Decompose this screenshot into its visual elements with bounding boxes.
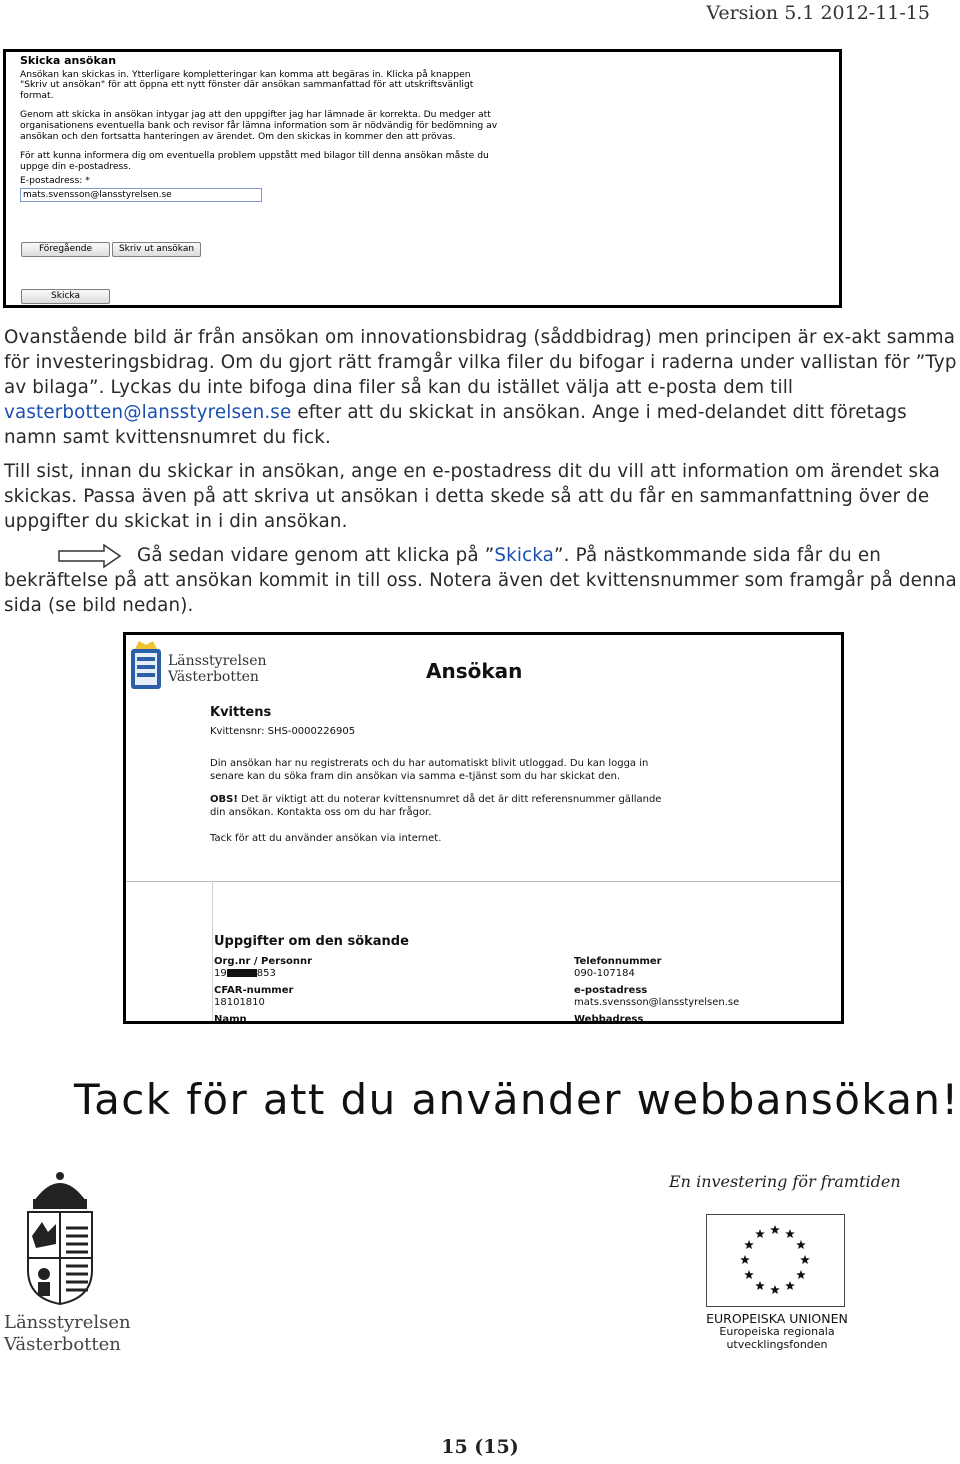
eu-star <box>770 1225 780 1234</box>
eu-flag <box>706 1214 845 1307</box>
paragraph-3-start: Gå sedan vidare genom att klicka på ” <box>137 545 495 566</box>
email-label-2: e-postadress <box>574 985 648 996</box>
eu-star <box>755 1281 765 1290</box>
county-name <box>4 1312 131 1356</box>
web-label: Webbadress <box>574 1014 644 1024</box>
obs-text <box>210 793 661 819</box>
obs-body: Det är viktigt att du noterar kvittensnumret då det är ditt referensnummer gällande din ansökan. Kontakta oss om du har frågor. <box>210 794 662 818</box>
eu-stars-icon <box>707 1215 844 1306</box>
eu-star <box>800 1255 810 1264</box>
paragraph-1-end: efter att du skickat in ansökan. Ange i med-delandet ditt företags namn samt kvittensnumret du fick. <box>4 402 907 448</box>
org-name <box>168 653 267 685</box>
applicant-section-bg <box>212 881 841 1021</box>
county-coat-of-arms-icon <box>22 1170 98 1306</box>
instructions <box>4 325 959 627</box>
receipt-title: Ansökan <box>426 659 523 683</box>
page-number: 15 (15) <box>441 1436 519 1458</box>
paragraph-2: Till sist, innan du skickar in ansökan, ange en e-postadress dit du vill att information om ärendet ska skickas. Passa även på att skriva ut ansökan i detta skede så att du får en sammanfattning över de uppgifter du skickat in i din ansökan. <box>4 461 940 532</box>
eu-star <box>785 1229 795 1238</box>
redaction <box>227 969 257 977</box>
eu-star <box>744 1270 754 1279</box>
registered-text: Din ansökan har nu registrerats och du har automatiskt blivit utloggad. Du kan logga in senare kan du söka fram din ansökan via samma e-tjänst som du har skickat den. <box>210 758 649 782</box>
email-value-2: mats.svensson@lansstyrelsen.se <box>574 997 740 1008</box>
cfar-value: 18101810 <box>214 997 265 1008</box>
email-field[interactable]: mats.svensson@lansstyrelsen.se <box>20 188 262 202</box>
obs-label: OBS! <box>210 794 238 805</box>
eu-slogan: En investering för framtiden <box>669 1172 901 1191</box>
eu-union-label: EUROPEISKA UNIONEN <box>706 1311 848 1326</box>
county-crest-icon <box>129 639 163 691</box>
screenshot-send-application <box>3 49 842 308</box>
paragraph-1 <box>4 325 959 450</box>
name-label: Namn <box>214 1014 247 1024</box>
eu-star <box>796 1240 806 1249</box>
receipt-heading: Kvittens <box>210 705 272 720</box>
paragraph-3 <box>4 543 959 618</box>
version-header: Version 5.1 2012-11-15 <box>706 2 930 24</box>
eu-fund-line2: utvecklingsfonden <box>726 1338 828 1351</box>
eu-star <box>796 1270 806 1279</box>
print-application-button[interactable]: Skriv ut ansökan <box>112 242 201 257</box>
eu-star <box>740 1255 750 1264</box>
orgnr-part-b: 853 <box>256 968 276 979</box>
eu-star <box>785 1281 795 1290</box>
cfar-label: CFAR-nummer <box>214 985 294 996</box>
consent-text: Genom att skicka in ansökan intygar jag att den uppgifter jag har lämnade är korrekta. Du medger att organisationens eventuella bank och revisor får lämna information som är nödvändig för bedömning av ansökan och den fortsatta hanteringen av ärendet. Om den skickas in kommer den att prövas. <box>20 109 498 142</box>
receipt-number: Kvittensnr: SHS-0000226905 <box>210 726 356 737</box>
send-link[interactable]: Skicka <box>494 545 555 566</box>
applicant-heading: Uppgifter om den sökande <box>214 934 409 949</box>
org-name-line2: Västerbotten <box>168 669 259 685</box>
eu-fund-text <box>702 1312 852 1351</box>
phone-value: 090-107184 <box>574 968 635 979</box>
thanks-text: Tack för att du använder ansökan via internet. <box>210 833 442 844</box>
eu-star <box>770 1285 780 1294</box>
county-name-line1: Länsstyrelsen <box>4 1312 131 1333</box>
eu-fund-line1: Europeiska regionala <box>719 1325 835 1338</box>
county-name-line2: Västerbotten <box>4 1334 121 1355</box>
inform-text: För att kunna informera dig om eventuella problem uppstått med bilagor till denna ansökan måste du uppge din e-postadress. <box>20 150 489 172</box>
eu-star <box>755 1229 765 1238</box>
thanks-heading: Tack för att du använder webbansökan! <box>74 1075 960 1124</box>
phone-label: Telefonnummer <box>574 956 662 967</box>
screenshot-receipt <box>123 632 844 1024</box>
send-intro-text: Ansökan kan skickas in. Ytterligare kompletteringar kan komma att begäras in. Klicka på knappen "Skriv ut ansökan" för att öppna ett nytt fönster där ansökan sammanfattad för att utskriftsvänligt format. <box>20 68 474 101</box>
send-title: Skicka ansökan <box>20 54 117 67</box>
org-name-line1: Länsstyrelsen <box>168 653 267 669</box>
email-link[interactable]: vasterbotten@lansstyrelsen.se <box>4 402 292 423</box>
eu-star <box>744 1240 754 1249</box>
orgnr-value <box>214 967 276 980</box>
orgnr-label: Org.nr / Personnr <box>214 956 313 967</box>
paragraph-3-end: ”. På nästkommande sida får du en bekräftelse på att ansökan kommit in till oss. Notera även det kvittensnummer som framgår på denna sida (se bild nedan). <box>4 545 957 616</box>
send-button[interactable]: Skicka <box>21 289 110 304</box>
paragraph-1-start: Ovanstående bild är från ansökan om innovationsbidrag (såddbidrag) men principen är ex-akt samma för investeringsbidrag. Om du gjort rätt framgår vilka filer du bifogar i raderna under vallistan för ”Typ av bilaga”. Lyckas du inte bifoga dina filer så kan du istället välja att e-posta dem till <box>4 327 957 398</box>
arrow-right-icon <box>58 543 122 569</box>
previous-button[interactable]: Föregående <box>21 242 110 257</box>
orgnr-part-a: 19 <box>214 968 227 979</box>
email-label: E-postadress: * <box>20 175 90 187</box>
